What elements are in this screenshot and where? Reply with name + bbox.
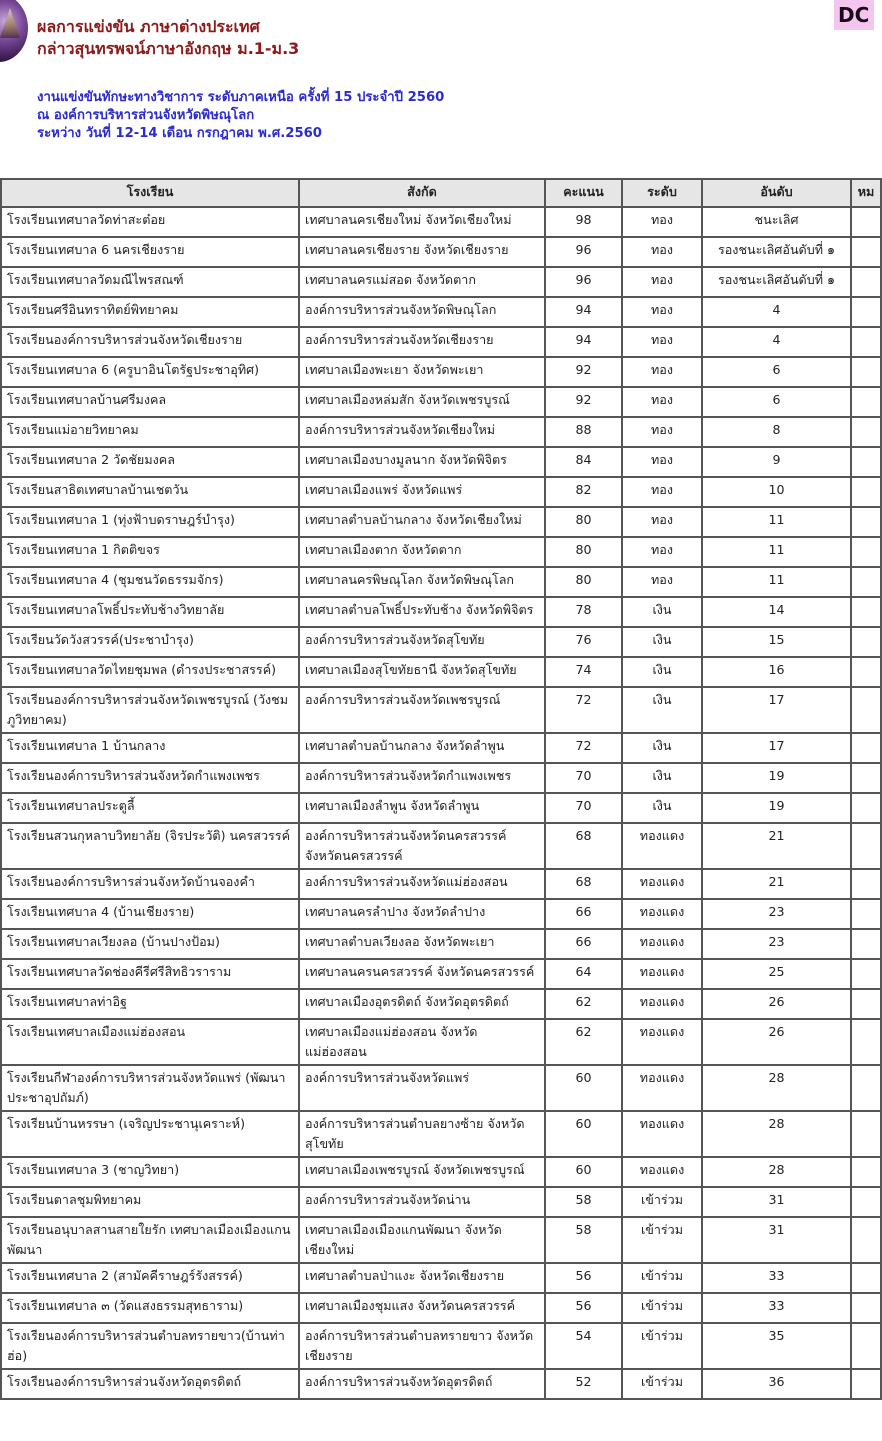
cell-affiliation: องค์การบริหารส่วนจังหวัดพิษณุโลก xyxy=(299,297,545,327)
cell-rank: รองชนะเลิศอันดับที่ ๑ xyxy=(702,237,851,267)
cell-level: เข้าร่วม xyxy=(622,1263,702,1293)
cell-level: เข้าร่วม xyxy=(622,1187,702,1217)
cell-level: ทอง xyxy=(622,237,702,267)
cell-score: 62 xyxy=(545,989,622,1019)
cell-score: 92 xyxy=(545,357,622,387)
cell-rank: ชนะเลิศ xyxy=(702,207,851,237)
cell-score: 64 xyxy=(545,959,622,989)
cell-note xyxy=(851,823,881,869)
cell-score: 88 xyxy=(545,417,622,447)
cell-rank: 4 xyxy=(702,327,851,357)
page-title xyxy=(37,16,299,60)
cell-school: โรงเรียนเทศบาลวัดมณีไพรสณฑ์ xyxy=(1,267,299,297)
cell-note xyxy=(851,989,881,1019)
cell-rank: 31 xyxy=(702,1187,851,1217)
cell-affiliation: องค์การบริหารส่วนจังหวัดนครสวรรค์ จังหวัดนครสวรรค์ xyxy=(299,823,545,869)
cell-affiliation: เทศบาลเมืองชุมแสง จังหวัดนครสวรรค์ xyxy=(299,1293,545,1323)
table-row xyxy=(1,507,881,537)
cell-level: เงิน xyxy=(622,627,702,657)
cell-score: 60 xyxy=(545,1065,622,1111)
cell-level: ทอง xyxy=(622,327,702,357)
cell-level: เข้าร่วม xyxy=(622,1217,702,1263)
cell-affiliation: เทศบาลตำบลป่าแงะ จังหวัดเชียงราย xyxy=(299,1263,545,1293)
table-row xyxy=(1,1369,881,1399)
cell-affiliation: เทศบาลนครนครสวรรค์ จังหวัดนครสวรรค์ xyxy=(299,959,545,989)
cell-affiliation: เทศบาลเมืองเมืองแกนพัฒนา จังหวัดเชียงใหม่ xyxy=(299,1217,545,1263)
cell-rank: 21 xyxy=(702,869,851,899)
cell-note xyxy=(851,899,881,929)
cell-level: ทองแดง xyxy=(622,959,702,989)
cell-rank: 8 xyxy=(702,417,851,447)
cell-rank: 6 xyxy=(702,357,851,387)
table-row xyxy=(1,387,881,417)
cell-affiliation: องค์การบริหารส่วนจังหวัดแพร่ xyxy=(299,1065,545,1111)
cell-score: 58 xyxy=(545,1217,622,1263)
table-row xyxy=(1,567,881,597)
cell-note xyxy=(851,929,881,959)
cell-note xyxy=(851,1323,881,1369)
cell-school: โรงเรียนอนุบาลสานสายใยรัก เทศบาลเมืองเมืองแกนพัฒนา xyxy=(1,1217,299,1263)
cell-affiliation: เทศบาลนครลำปาง จังหวัดลำปาง xyxy=(299,899,545,929)
cell-rank: 6 xyxy=(702,387,851,417)
cell-note xyxy=(851,1019,881,1065)
cell-score: 66 xyxy=(545,899,622,929)
table-row xyxy=(1,627,881,657)
table-header-row xyxy=(1,179,881,207)
cell-note xyxy=(851,1065,881,1111)
cell-affiliation: องค์การบริหารส่วนจังหวัดเพชรบูรณ์ xyxy=(299,687,545,733)
cell-rank: 14 xyxy=(702,597,851,627)
cell-school: โรงเรียนเทศบาล 1 กิตติขจร xyxy=(1,537,299,567)
cell-rank: 23 xyxy=(702,899,851,929)
cell-note xyxy=(851,237,881,267)
cell-school: โรงเรียนสาธิตเทศบาลบ้านเชตวัน xyxy=(1,477,299,507)
cell-affiliation: เทศบาลตำบลโพธิ์ประทับช้าง จังหวัดพิจิตร xyxy=(299,597,545,627)
cell-note xyxy=(851,1217,881,1263)
table-row xyxy=(1,297,881,327)
cell-school: โรงเรียนเทศบาล 1 บ้านกลาง xyxy=(1,733,299,763)
table-row xyxy=(1,1019,881,1065)
corner-badge: DC xyxy=(834,0,874,30)
cell-level: ทองแดง xyxy=(622,1065,702,1111)
cell-note xyxy=(851,387,881,417)
school-emblem-icon xyxy=(0,0,28,62)
title-line-2: กล่าวสุนทรพจน์ภาษาอังกฤษ ม.1-ม.3 xyxy=(37,39,300,58)
cell-score: 80 xyxy=(545,537,622,567)
cell-score: 98 xyxy=(545,207,622,237)
cell-score: 78 xyxy=(545,597,622,627)
cell-rank: 11 xyxy=(702,537,851,567)
cell-rank: 28 xyxy=(702,1157,851,1187)
cell-rank: 17 xyxy=(702,733,851,763)
cell-rank: 4 xyxy=(702,297,851,327)
cell-level: เงิน xyxy=(622,763,702,793)
cell-level: ทองแดง xyxy=(622,869,702,899)
table-row xyxy=(1,417,881,447)
cell-score: 84 xyxy=(545,447,622,477)
cell-note xyxy=(851,1157,881,1187)
cell-affiliation: เทศบาลตำบลบ้านกลาง จังหวัดลำพูน xyxy=(299,733,545,763)
cell-score: 96 xyxy=(545,267,622,297)
table-row xyxy=(1,1187,881,1217)
cell-affiliation: เทศบาลเมืองแพร่ จังหวัดแพร่ xyxy=(299,477,545,507)
cell-affiliation: เทศบาลเมืองสุโขทัยธานี จังหวัดสุโขทัย xyxy=(299,657,545,687)
cell-rank: 33 xyxy=(702,1263,851,1293)
cell-note xyxy=(851,567,881,597)
cell-school: โรงเรียนเทศบาลเมืองแม่ฮ่องสอน xyxy=(1,1019,299,1065)
cell-school: โรงเรียนแม่อายวิทยาคม xyxy=(1,417,299,447)
cell-school: โรงเรียนศรีอินทราทิตย์พิทยาคม xyxy=(1,297,299,327)
cell-affiliation: องค์การบริหารส่วนจังหวัดกำแพงเพชร xyxy=(299,763,545,793)
table-row xyxy=(1,1323,881,1369)
cell-rank: 25 xyxy=(702,959,851,989)
table-row xyxy=(1,477,881,507)
cell-note xyxy=(851,357,881,387)
cell-school: โรงเรียนเทศบาล 2 (สามัคคีราษฎร์รังสรรค์) xyxy=(1,1263,299,1293)
cell-affiliation: องค์การบริหารส่วนตำบลยางซ้าย จังหวัดสุโขทัย xyxy=(299,1111,545,1157)
table-row xyxy=(1,989,881,1019)
cell-level: เงิน xyxy=(622,733,702,763)
cell-affiliation: องค์การบริหารส่วนจังหวัดน่าน xyxy=(299,1187,545,1217)
cell-affiliation: องค์การบริหารส่วนจังหวัดเชียงใหม่ xyxy=(299,417,545,447)
cell-level: เงิน xyxy=(622,793,702,823)
table-row xyxy=(1,1293,881,1323)
cell-affiliation: เทศบาลเมืองหล่มสัก จังหวัดเพชรบูรณ์ xyxy=(299,387,545,417)
column-header-note: หม xyxy=(851,179,881,207)
cell-rank: รองชนะเลิศอันดับที่ ๑ xyxy=(702,267,851,297)
cell-note xyxy=(851,869,881,899)
cell-note xyxy=(851,627,881,657)
cell-score: 56 xyxy=(545,1293,622,1323)
cell-level: เงิน xyxy=(622,687,702,733)
table-row xyxy=(1,1111,881,1157)
table-row xyxy=(1,1263,881,1293)
cell-note xyxy=(851,267,881,297)
cell-score: 56 xyxy=(545,1263,622,1293)
cell-school: โรงเรียนเทศบาลเวียงลอ (บ้านปางป้อม) xyxy=(1,929,299,959)
cell-school: โรงเรียนเทศบาลวัดไทยชุมพล (ดำรงประชาสรรค์) xyxy=(1,657,299,687)
cell-level: ทอง xyxy=(622,567,702,597)
cell-school: โรงเรียนเทศบาล 4 (บ้านเชียงราย) xyxy=(1,899,299,929)
cell-affiliation: องค์การบริหารส่วนจังหวัดสุโขทัย xyxy=(299,627,545,657)
cell-level: ทอง xyxy=(622,297,702,327)
cell-rank: 26 xyxy=(702,1019,851,1065)
event-venue: ณ องค์การบริหารส่วนจังหวัดพิษณุโลก xyxy=(37,108,255,123)
results-table xyxy=(0,178,882,1400)
cell-affiliation: เทศบาลเมืองตาก จังหวัดตาก xyxy=(299,537,545,567)
cell-level: เงิน xyxy=(622,657,702,687)
cell-rank: 28 xyxy=(702,1111,851,1157)
cell-note xyxy=(851,477,881,507)
table-row xyxy=(1,597,881,627)
cell-note xyxy=(851,1293,881,1323)
cell-note xyxy=(851,597,881,627)
cell-school: โรงเรียนองค์การบริหารส่วนจังหวัดเชียงราย xyxy=(1,327,299,357)
table-row xyxy=(1,237,881,267)
cell-level: ทอง xyxy=(622,537,702,567)
table-row xyxy=(1,537,881,567)
cell-rank: 33 xyxy=(702,1293,851,1323)
cell-score: 80 xyxy=(545,507,622,537)
cell-school: โรงเรียนองค์การบริหารส่วนจังหวัดเพชรบูรณ์ (วังชมภูวิทยาคม) xyxy=(1,687,299,733)
cell-note xyxy=(851,687,881,733)
cell-affiliation: องค์การบริหารส่วนจังหวัดแม่ฮ่องสอน xyxy=(299,869,545,899)
cell-school: โรงเรียนบ้านหรรษา (เจริญประชานุเคราะห์) xyxy=(1,1111,299,1157)
cell-note xyxy=(851,537,881,567)
cell-rank: 23 xyxy=(702,929,851,959)
cell-school: โรงเรียนเทศบาล ๓ (วัดแสงธรรมสุทธาราม) xyxy=(1,1293,299,1323)
cell-score: 82 xyxy=(545,477,622,507)
cell-rank: 26 xyxy=(702,989,851,1019)
column-header-score: คะแนน xyxy=(545,179,622,207)
title-line-1: ผลการแข่งขัน ภาษาต่างประเทศ xyxy=(37,17,260,36)
cell-level: ทองแดง xyxy=(622,823,702,869)
cell-score: 94 xyxy=(545,327,622,357)
cell-rank: 10 xyxy=(702,477,851,507)
table-row xyxy=(1,763,881,793)
cell-score: 94 xyxy=(545,297,622,327)
cell-affiliation: เทศบาลตำบลเวียงลอ จังหวัดพะเยา xyxy=(299,929,545,959)
cell-level: ทองแดง xyxy=(622,899,702,929)
table-row xyxy=(1,207,881,237)
table-row xyxy=(1,959,881,989)
cell-score: 76 xyxy=(545,627,622,657)
cell-rank: 9 xyxy=(702,447,851,477)
cell-score: 68 xyxy=(545,869,622,899)
cell-score: 80 xyxy=(545,567,622,597)
column-header-rank: อันดับ xyxy=(702,179,851,207)
cell-affiliation: องค์การบริหารส่วนจังหวัดเชียงราย xyxy=(299,327,545,357)
cell-score: 74 xyxy=(545,657,622,687)
cell-school: โรงเรียนองค์การบริหารส่วนจังหวัดบ้านจองคำ xyxy=(1,869,299,899)
cell-level: เงิน xyxy=(622,597,702,627)
cell-score: 62 xyxy=(545,1019,622,1065)
cell-affiliation: เทศบาลนครพิษณุโลก จังหวัดพิษณุโลก xyxy=(299,567,545,597)
cell-school: โรงเรียนวัดวังสวรรค์(ประชาบำรุง) xyxy=(1,627,299,657)
cell-note xyxy=(851,207,881,237)
cell-note xyxy=(851,327,881,357)
cell-school: โรงเรียนเทศบาลท่าอิฐ xyxy=(1,989,299,1019)
cell-affiliation: เทศบาลเมืองบางมูลนาก จังหวัดพิจิตร xyxy=(299,447,545,477)
table-row xyxy=(1,793,881,823)
table-row xyxy=(1,1157,881,1187)
cell-school: โรงเรียนกีฬาองค์การบริหารส่วนจังหวัดแพร่ (พัฒนาประชาอุปถัมภ์) xyxy=(1,1065,299,1111)
table-row xyxy=(1,869,881,899)
cell-score: 96 xyxy=(545,237,622,267)
cell-note xyxy=(851,297,881,327)
cell-school: โรงเรียนเทศบาล 2 วัดชัยมงคล xyxy=(1,447,299,477)
event-name: งานแข่งขันทักษะทางวิชาการ ระดับภาคเหนือ ครั้งที่ 15 ประจำปี 2560 xyxy=(37,90,445,105)
cell-rank: 28 xyxy=(702,1065,851,1111)
cell-note xyxy=(851,793,881,823)
cell-level: ทองแดง xyxy=(622,989,702,1019)
cell-note xyxy=(851,417,881,447)
table-row xyxy=(1,447,881,477)
cell-rank: 19 xyxy=(702,763,851,793)
table-row xyxy=(1,929,881,959)
cell-level: ทองแดง xyxy=(622,1111,702,1157)
cell-score: 70 xyxy=(545,763,622,793)
cell-affiliation: เทศบาลเมืองอุตรดิตถ์ จังหวัดอุตรดิตถ์ xyxy=(299,989,545,1019)
event-info xyxy=(37,89,444,143)
cell-school: โรงเรียนเทศบาล 6 นครเชียงราย xyxy=(1,237,299,267)
cell-rank: 31 xyxy=(702,1217,851,1263)
cell-rank: 36 xyxy=(702,1369,851,1399)
cell-school: โรงเรียนองค์การบริหารส่วนจังหวัดกำแพงเพชร xyxy=(1,763,299,793)
cell-affiliation: เทศบาลเมืองพะเยา จังหวัดพะเยา xyxy=(299,357,545,387)
cell-score: 58 xyxy=(545,1187,622,1217)
cell-score: 72 xyxy=(545,733,622,763)
cell-rank: 17 xyxy=(702,687,851,733)
cell-rank: 21 xyxy=(702,823,851,869)
table-row xyxy=(1,687,881,733)
cell-note xyxy=(851,657,881,687)
cell-score: 70 xyxy=(545,793,622,823)
cell-school: โรงเรียนเทศบาล 4 (ชุมชนวัดธรรมจักร) xyxy=(1,567,299,597)
cell-score: 72 xyxy=(545,687,622,733)
table-row xyxy=(1,733,881,763)
cell-level: ทอง xyxy=(622,447,702,477)
cell-level: ทอง xyxy=(622,207,702,237)
cell-school: โรงเรียนเทศบาลบ้านศรีมงคล xyxy=(1,387,299,417)
cell-school: โรงเรียนเทศบาลโพธิ์ประทับช้างวิทยาลัย xyxy=(1,597,299,627)
results-body xyxy=(1,207,881,1399)
cell-level: ทอง xyxy=(622,477,702,507)
cell-rank: 16 xyxy=(702,657,851,687)
cell-school: โรงเรียนเทศบาล 3 (ชาญวิทยา) xyxy=(1,1157,299,1187)
cell-level: ทองแดง xyxy=(622,929,702,959)
cell-score: 92 xyxy=(545,387,622,417)
cell-rank: 15 xyxy=(702,627,851,657)
cell-affiliation: เทศบาลเมืองเพชรบูรณ์ จังหวัดเพชรบูรณ์ xyxy=(299,1157,545,1187)
column-header-affiliation: สังกัด xyxy=(299,179,545,207)
cell-level: เข้าร่วม xyxy=(622,1323,702,1369)
cell-score: 68 xyxy=(545,823,622,869)
cell-note xyxy=(851,1187,881,1217)
cell-school: โรงเรียนเทศบาล 1 (ทุ่งฟ้าบดราษฎร์บำรุง) xyxy=(1,507,299,537)
cell-level: เข้าร่วม xyxy=(622,1369,702,1399)
cell-score: 54 xyxy=(545,1323,622,1369)
cell-school: โรงเรียนเทศบาลวัดช่องคีรีศรีสิทธิวราราม xyxy=(1,959,299,989)
cell-affiliation: เทศบาลเมืองลำพูน จังหวัดลำพูน xyxy=(299,793,545,823)
column-header-level: ระดับ xyxy=(622,179,702,207)
cell-score: 66 xyxy=(545,929,622,959)
cell-school: โรงเรียนสวนกุหลาบวิทยาลัย (จิรประวัติ) นครสวรรค์ xyxy=(1,823,299,869)
cell-affiliation: องค์การบริหารส่วนตำบลทรายขาว จังหวัดเชียงราย xyxy=(299,1323,545,1369)
cell-note xyxy=(851,1369,881,1399)
cell-rank: 35 xyxy=(702,1323,851,1369)
table-row xyxy=(1,657,881,687)
column-header-school: โรงเรียน xyxy=(1,179,299,207)
cell-affiliation: เทศบาลเมืองแม่ฮ่องสอน จังหวัดแม่ฮ่องสอน xyxy=(299,1019,545,1065)
table-row xyxy=(1,1217,881,1263)
cell-school: โรงเรียนเทศบาลประตูลี้ xyxy=(1,793,299,823)
cell-level: ทอง xyxy=(622,507,702,537)
cell-note xyxy=(851,959,881,989)
cell-school: โรงเรียนองค์การบริหารส่วนจังหวัดอุตรดิตถ์ xyxy=(1,1369,299,1399)
cell-score: 60 xyxy=(545,1157,622,1187)
cell-score: 60 xyxy=(545,1111,622,1157)
cell-school: โรงเรียนเทศบาลวัดท่าสะต๋อย xyxy=(1,207,299,237)
cell-school: โรงเรียนตาลชุมพิทยาคม xyxy=(1,1187,299,1217)
event-dates: ระหว่าง วันที่ 12-14 เดือน กรกฎาคม พ.ศ.2560 xyxy=(37,126,322,141)
cell-affiliation: เทศบาลนครเชียงราย จังหวัดเชียงราย xyxy=(299,237,545,267)
cell-rank: 11 xyxy=(702,507,851,537)
cell-affiliation: องค์การบริหารส่วนจังหวัดอุตรดิตถ์ xyxy=(299,1369,545,1399)
cell-rank: 11 xyxy=(702,567,851,597)
cell-level: ทอง xyxy=(622,417,702,447)
cell-rank: 19 xyxy=(702,793,851,823)
cell-level: ทอง xyxy=(622,267,702,297)
cell-affiliation: เทศบาลนครแม่สอด จังหวัดตาก xyxy=(299,267,545,297)
cell-level: ทองแดง xyxy=(622,1019,702,1065)
table-row xyxy=(1,899,881,929)
cell-note xyxy=(851,447,881,477)
cell-level: ทอง xyxy=(622,357,702,387)
table-row xyxy=(1,327,881,357)
table-row xyxy=(1,357,881,387)
cell-affiliation: เทศบาลตำบลบ้านกลาง จังหวัดเชียงใหม่ xyxy=(299,507,545,537)
cell-note xyxy=(851,763,881,793)
cell-level: เข้าร่วม xyxy=(622,1293,702,1323)
cell-note xyxy=(851,1263,881,1293)
cell-note xyxy=(851,1111,881,1157)
cell-note xyxy=(851,733,881,763)
table-row xyxy=(1,823,881,869)
cell-affiliation: เทศบาลนครเชียงใหม่ จังหวัดเชียงใหม่ xyxy=(299,207,545,237)
cell-school: โรงเรียนองค์การบริหารส่วนตำบลทรายขาว(บ้านท่าฮ่อ) xyxy=(1,1323,299,1369)
cell-level: ทองแดง xyxy=(622,1157,702,1187)
table-row xyxy=(1,1065,881,1111)
cell-score: 52 xyxy=(545,1369,622,1399)
table-row xyxy=(1,267,881,297)
cell-level: ทอง xyxy=(622,387,702,417)
cell-note xyxy=(851,507,881,537)
cell-school: โรงเรียนเทศบาล 6 (ครูบาอินโตรัฐประชาอุทิศ) xyxy=(1,357,299,387)
